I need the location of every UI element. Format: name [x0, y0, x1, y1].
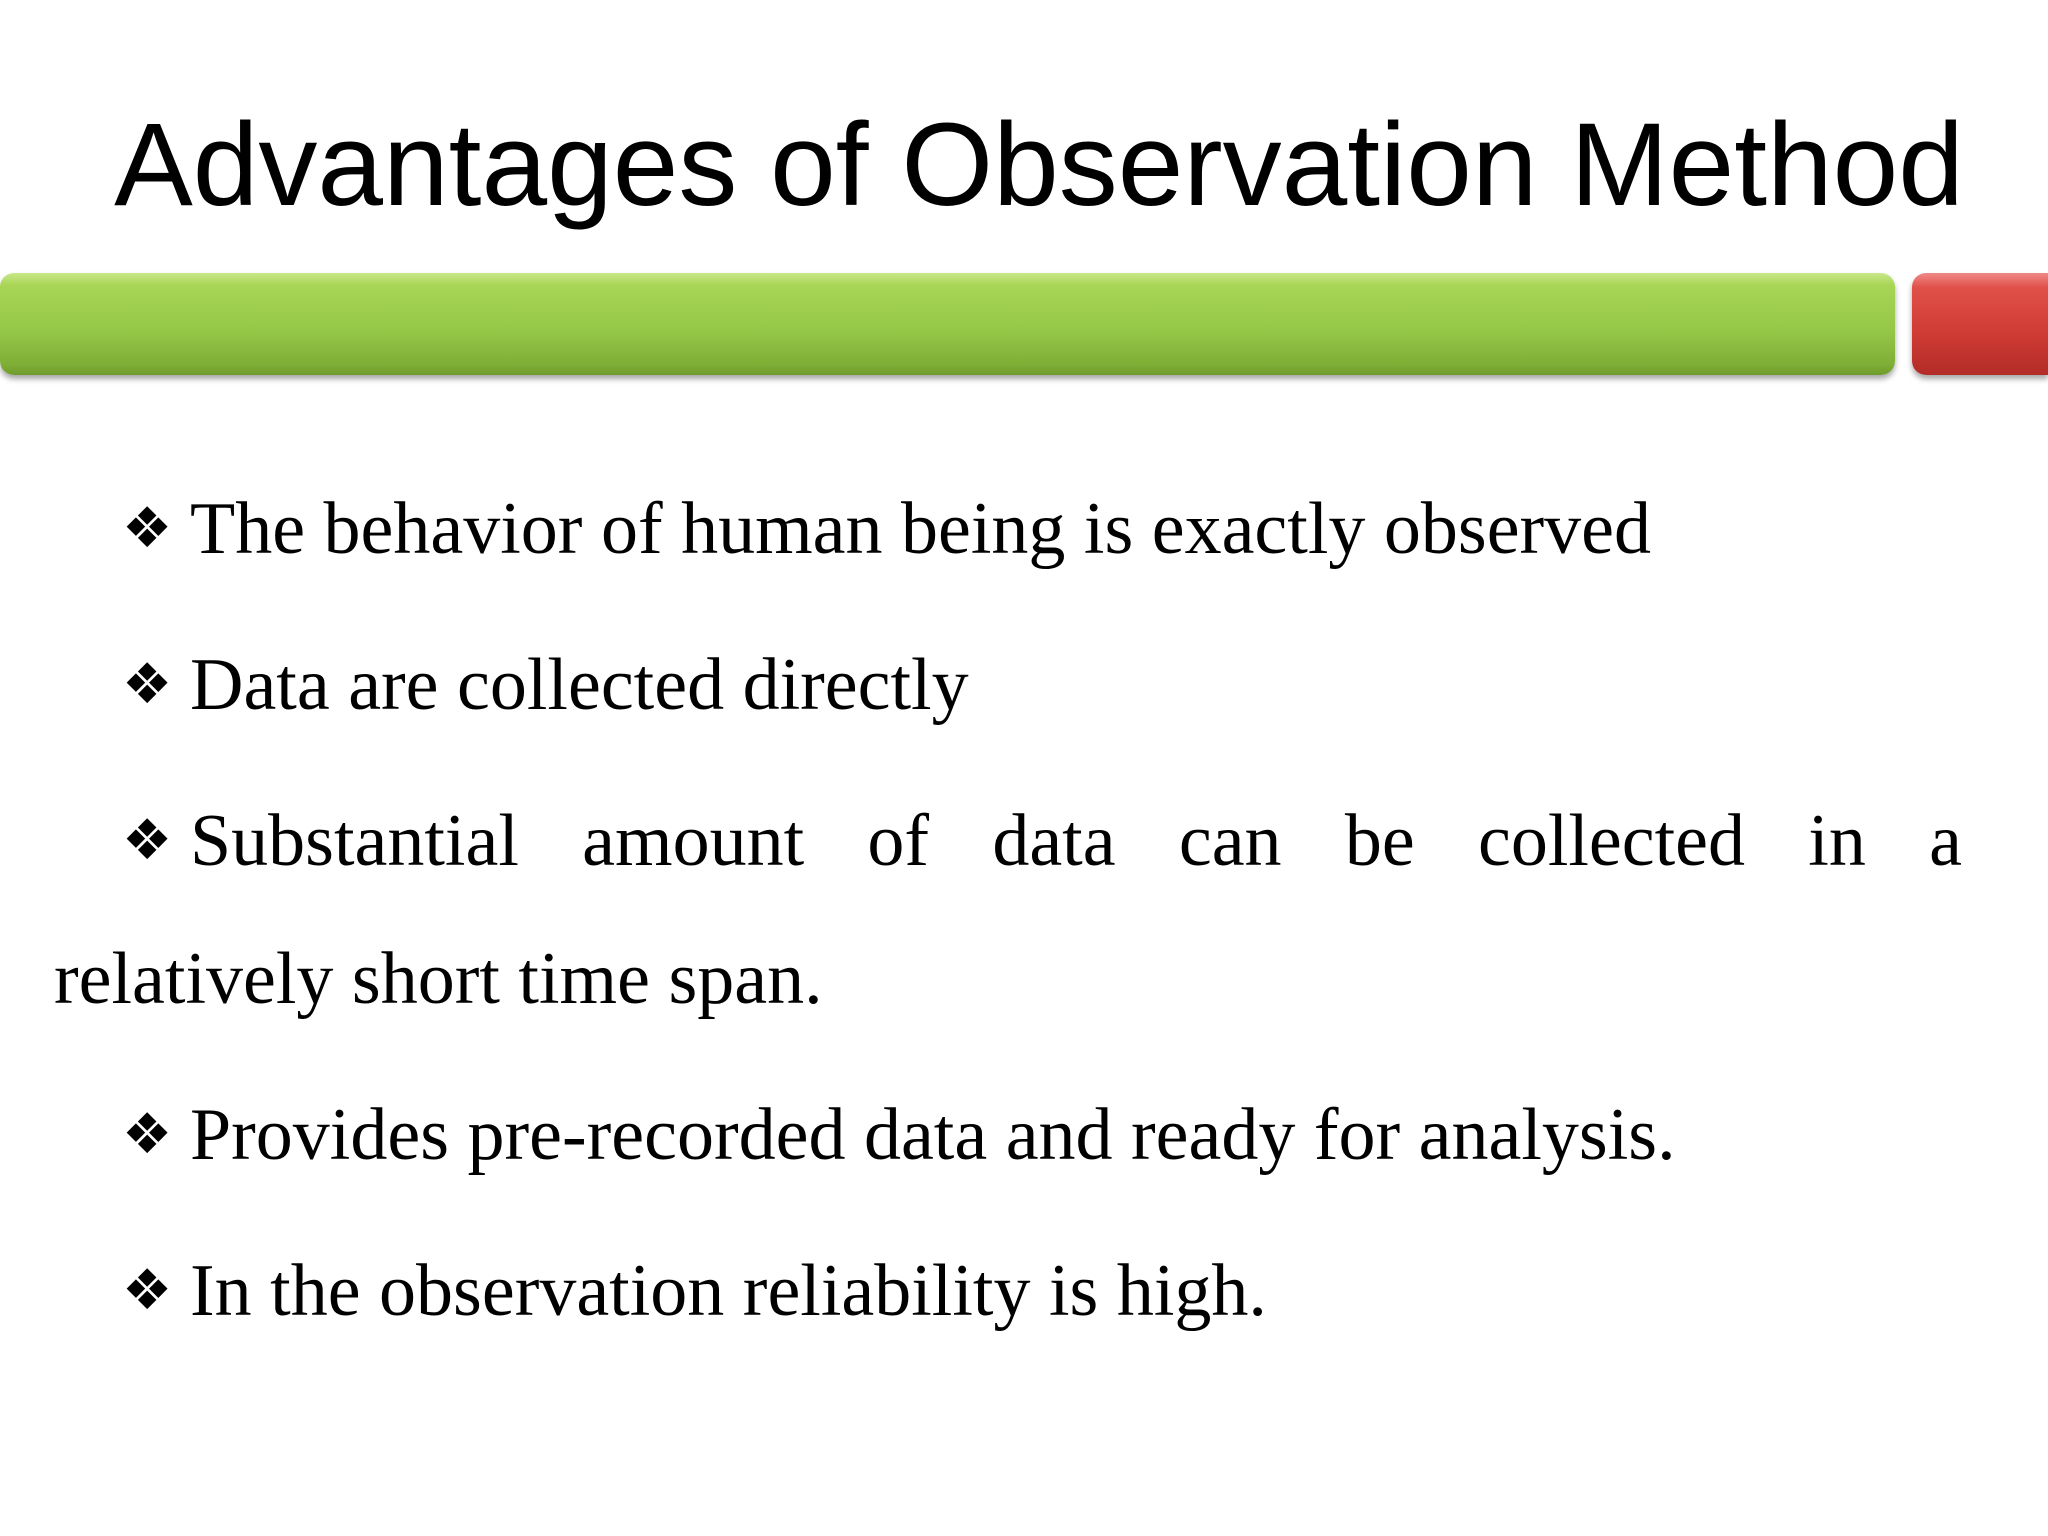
diamond-bullet-icon: ❖	[122, 1102, 173, 1167]
bullet-item	[122, 1066, 1962, 1204]
diamond-bullet-icon: ❖	[122, 1258, 173, 1323]
diamond-bullet-icon: ❖	[122, 808, 173, 873]
bullet-item	[122, 616, 1962, 754]
bullet-text: Provides pre-recorded data and ready for analysis.	[190, 1094, 1676, 1176]
bullet-list	[54, 460, 1962, 1378]
bullet-item	[54, 772, 1962, 1048]
bullet-text: In the observation reliability is high.	[190, 1250, 1267, 1332]
bullet-text: The behavior of human being is exactly observed	[190, 488, 1652, 570]
green-accent-bar	[0, 273, 1895, 375]
bullet-item	[122, 1222, 1962, 1360]
diamond-bullet-icon: ❖	[122, 496, 173, 561]
bullet-text-continuation: relatively short time span.	[54, 938, 823, 1020]
red-accent-bar	[1912, 273, 2048, 375]
bullet-text: Substantial amount of data can be collected in a	[190, 800, 1962, 882]
slide-title: Advantages of Observation Method	[114, 99, 1964, 231]
bullet-item	[122, 460, 1962, 598]
bullet-text: Data are collected directly	[190, 644, 969, 726]
bullet-text-line	[122, 772, 1962, 910]
diamond-bullet-icon: ❖	[122, 652, 173, 717]
